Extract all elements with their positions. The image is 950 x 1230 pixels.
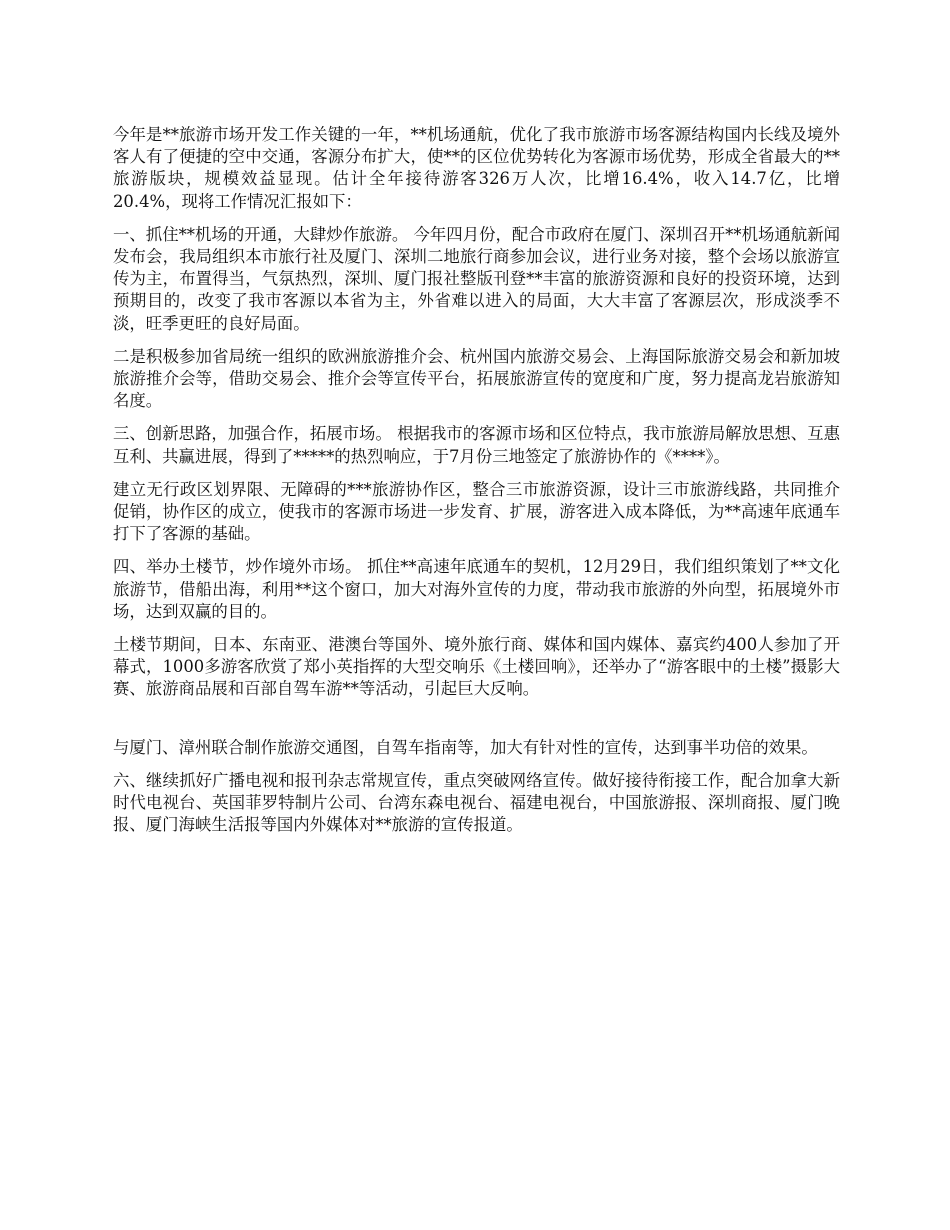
- paragraph-intro: 今年是**旅游市场开发工作关键的一年，**机场通航，优化了我市旅游市场客源结构国内长线及境外客人有了便捷的空中交通，客源分布扩大，使**的区位优势转化为客源市场优势，形成全省最大的**旅游版块，规模效益显现。估计全年接待游客326万人次，比增16.4%，收入14.7亿，比增20.4%，现将工作情况汇报如下：: [113, 125, 840, 211]
- paragraph-section-3: 三、创新思路，加强合作，拓展市场。 根据我市的客源市场和区位特点，我市旅游局解放思想、互惠互利、共赢进展，得到了*****的热烈响应，于7月份三地签定了旅游协作的《****》。: [113, 424, 840, 466]
- paragraph-section-2: 二是积极参加省局统一组织的欧洲旅游推介会、杭州国内旅游交易会、上海国际旅游交易会和新加坡旅游推介会等，借助交易会、推介会等宣传平台，拓展旅游宣传的宽度和广度，努力提高龙岩旅游知名度。: [113, 346, 840, 411]
- paragraph-section-6: 六、继续抓好广播电视和报刊杂志常规宣传，重点突破网络宣传。做好接待衔接工作，配合加拿大新时代电视台、英国菲罗特制片公司、台湾东森电视台、福建电视台，中国旅游报、深圳商报、厦门晚报、厦门海峡生活报等国内外媒体对**旅游的宣传报道。: [113, 770, 840, 835]
- paragraph-section-4: 四、举办土楼节，炒作境外市场。 抓住**高速年底通车的契机，12月29日，我们组织策划了**文化旅游节，借船出海，利用**这个窗口，加大对海外宣传的力度，带动我市旅游的外向型，拓展境外市场，达到双赢的目的。: [113, 557, 840, 621]
- document-body: [113, 124, 840, 847]
- paragraph-section-4-detail: 土楼节期间，日本、东南亚、港澳台等国外、境外旅行商、媒体和国内媒体、嘉宾约400人参加了开幕式，1000多游客欣赏了郑小英指挥的大型交响乐《土楼回响》，还举办了“游客眼中的土楼”摄影大赛、旅游商品展和百部自驾车游**等活动，引起巨大反响。: [113, 635, 840, 699]
- paragraph-section-1: 一、抓住**机场的开通，大肆炒作旅游。 今年四月份，配合市政府在厦门、深圳召开**机场通航新闻发布会，我局组织本市旅行社及厦门、深圳二地旅行商参加会议，进行业务对接，整个会场以旅游宣传为主，布置得当，气氛热烈，深圳、厦门报社整版刊登**丰富的旅游资源和良好的投资环境，达到预期目的，改变了我市客源以本省为主，外省难以进入的局面，大大丰富了客源层次，形成淡季不淡，旺季更旺的良好局面。: [113, 224, 840, 333]
- paragraph-section-3-detail: 建立无行政区划界限、无障碍的***旅游协作区，整合三市旅游资源，设计三市旅游线路，共同推介促销，协作区的成立，使我市的客源市场进一步发育、扩展，游客进入成本降低，为**高速年底通车打下了客源的基础。: [113, 479, 840, 544]
- paragraph-section-5-detail: 与厦门、漳州联合制作旅游交通图，自驾车指南等，加大有针对性的宣传，达到事半功倍的效果。: [113, 737, 818, 757]
